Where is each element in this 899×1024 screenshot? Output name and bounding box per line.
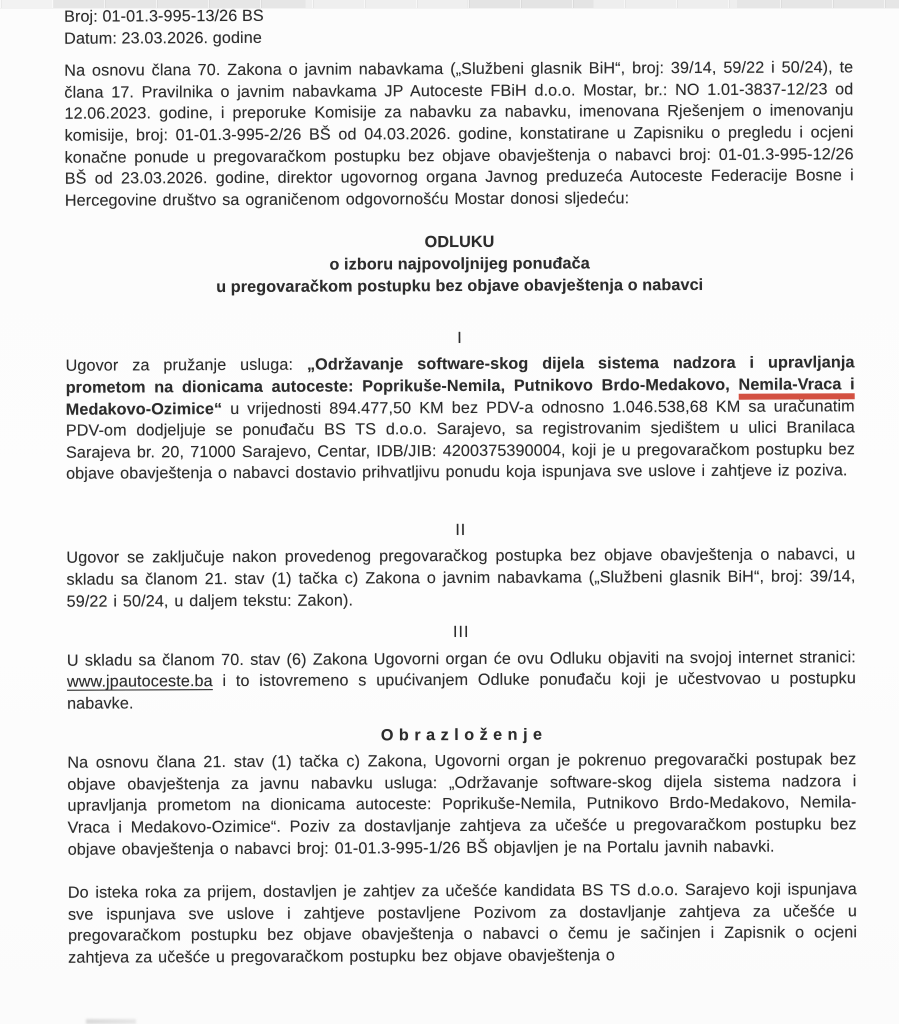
explanation-paragraph-1: Na osnovu člana 21. stav (1) tačka c) Zakona, Ugovorni organ je pokrenuo pregovarački postupak bez objave obavještenja za javnu nabavku usluga: „Održavanje software-skog dijela sistema nadzora i upravljanja prometom na dionicama autoceste: Poprikuše-Nemila, Putnikovo Brdo-Medakovo, Nemila-Vraca i Medakovo-Ozimice“. Poziv za dostavljanje zahtjeva za učešće u pregovaračkom postupku bez objave obavještenja o nabavci broj: 01-01.3-995-1/26 BŠ objavljen je na Portalu javnih nabavki. xyxy=(67,750,857,859)
document-number-line: Broj: 01-01.3-995-13/26 BS xyxy=(64,6,264,26)
decision-title-line-2: o izboru najpovoljnijeg ponuđača xyxy=(329,254,590,274)
document-body xyxy=(64,3,857,969)
section-1-body: u vrijednosti 894.477,50 KM bez PDV-a odnosno 1.046.538,68 KM sa uračunatim PDV-om dodjeljuje se ponuđaču BS TS d.o.o. Sarajevo, sa registrovanim sjedištem u ulici Branilaca Sarajeva br. 20, 71000 Sarajevo, Centar, IDB/JIB: 4200375390004, koji je u pregovaračkom postupku bez objave obavještenja o nabavci dostavio prihvatljivu ponudu koja ispunjava sve uslove i zahtjeve iz poziva. xyxy=(65,396,855,484)
document-date-line: Datum: 23.03.2026. godine xyxy=(64,28,262,48)
section-3-body-start: U skladu sa članom 70. stav (6) Zakona Ugovorni organ će ovu Odluku objaviti na svojoj internet stranici: xyxy=(66,648,856,670)
section-3-paragraph xyxy=(67,647,856,715)
bottom-scan-artifact xyxy=(86,1019,136,1024)
intro-paragraph: Na osnovu člana 70. Zakona o javnim nabavkama („Službeni glasnik BiH“, broj: 39/14, 59/22 i 50/24), te člana 17. Pravilnika o javnim nabavkama JP Autoceste FBiH d.o.o. Mostar, br.: NO 1.01-3837-12/23 od 12.06.2023. godine, i preporuke Komisije za nabavku za nabavku, imenovana Rješenjem o imenovanju komisije, broj: 01-01.3-995-2/26 BŠ od 04.03.2026. godine, konstatirane u Zapisniku o pregledu i ocjeni konačne ponude u pregovaračkom postupku bez objave obavještenja o nabavci broj: 01-01.3-995-12/26 BŠ od 23.03.2026. godine, direktor ugovornog organa Javnog preduzeća Autoceste Federacije Bosne i Hercegovine društvo sa ograničenom odgovornošću Mostar donosi sljedeću: xyxy=(64,58,854,210)
section-3-numeral: III xyxy=(452,623,470,642)
explanation-paragraph-2: Do isteka roka za prijem, dostavljen je zahtjev za učešće kandidata BS TS d.o.o. Sarajevo koji ispunjava sve ispunjava sve uslove i zahtjeve postavljene Pozivom za dostavljanje zahtjeva za učešće u pregovaračkom postupku bez objave obavještenja o nabavci o čemu je sačinjen i Zapisnik o ocjeni zahtjeva za učešće u pregovaračkom postupku bez objave obavještenja o xyxy=(67,880,858,967)
section-2-paragraph: Ugovor se zaključuje nakon provedenog pregovaračkog postupka bez objave obavještenja o nabavci, u skladu sa članom 21. stav (1) tačka c) Zakona o javnim nabavkama („Službeni glasnik BiH“, broj: 39/14, 59/22 i 50/24, u daljem tekstu: Zakon). xyxy=(66,545,856,611)
section-3-body-end: i to istovremeno s upućivanjem Odluke ponuđaču koji je učestvovao u postupku nabavke. xyxy=(67,669,856,713)
section-1-lead: Ugovor za pružanje usluga: xyxy=(65,355,307,376)
website-link: www.jpautoceste.ba xyxy=(66,672,213,692)
explanation-heading: O b r a z l o ž e n j e xyxy=(380,725,543,744)
section-1-subject-end: Medakovo-Ozimice“ xyxy=(65,399,223,419)
section-1-paragraph xyxy=(66,353,856,486)
decision-title xyxy=(65,231,854,300)
section-2-numeral: II xyxy=(455,520,467,539)
section-1-subject: „Održavanje software-skog dijela sistema nadzora i upravljanja prometom na dionicama autoceste: Poprikuše-Nemila, Putnikovo Brdo-Medakovo, xyxy=(65,353,855,397)
section-1-numeral: I xyxy=(457,328,463,347)
red-marker-underline: Nemila-Vraca i xyxy=(738,375,854,400)
decision-title-line-3: u pregovaračkom postupku bez objave obavještenja o nabavci xyxy=(216,275,704,296)
decision-title-line-1: ODLUKU xyxy=(424,233,495,252)
